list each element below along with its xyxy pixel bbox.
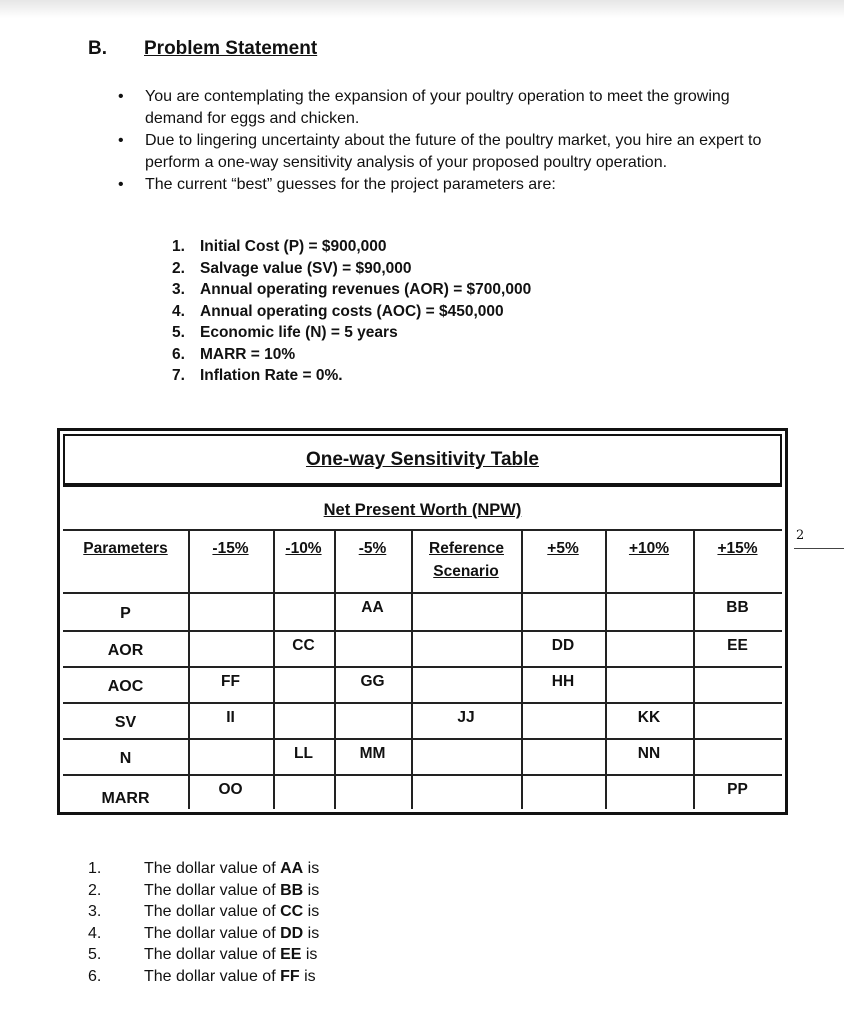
table-cell: OO (218, 781, 243, 798)
column-header: -5% (358, 540, 387, 557)
table-gridline (63, 529, 782, 531)
table-cell: DD (551, 637, 575, 654)
table-cell: II (226, 709, 235, 726)
table-gridline (693, 529, 695, 809)
sensitivity-table (57, 428, 788, 815)
problem-bullets (118, 86, 778, 197)
parameter-item: 6. MARR = 10% (172, 345, 296, 363)
table-gridline (521, 529, 523, 809)
table-cell: AA (361, 599, 384, 616)
column-header: +5% (547, 540, 579, 557)
top-shadow (0, 0, 844, 18)
table-gridline (334, 529, 336, 809)
table-row-label: MARR (101, 790, 150, 807)
parameter-item: 1. Initial Cost (P) = $900,000 (172, 238, 387, 255)
table-cell: BB (726, 599, 749, 616)
table-gridline (605, 529, 607, 809)
column-header: +15% (717, 540, 758, 557)
parameter-item: 7. Inflation Rate = 0%. (172, 367, 343, 384)
table-cell: CC (292, 637, 315, 654)
parameter-item: 3. Annual operating revenues (AOR) = $700,000 (172, 281, 532, 298)
table-subtitle: Net Present Worth (NPW) (323, 501, 522, 519)
question-item: 5. The dollar value of EE is (88, 946, 318, 963)
question-item: 4. The dollar value of DD is (88, 924, 320, 942)
table-row-label: SV (114, 714, 137, 731)
column-header: Parameters (83, 540, 168, 557)
table-cell: LL (294, 745, 313, 762)
table-cell: JJ (457, 709, 475, 726)
bullet-item: • The current “best” guesses for the project parameters are: (118, 174, 778, 196)
column-header: +10% (628, 540, 670, 557)
table-title-row (63, 434, 782, 485)
margin-note: 2 (796, 528, 805, 543)
table-cell: FF (221, 673, 240, 690)
question-item: 6. The dollar value of FF is (88, 967, 316, 985)
bullet-item: • Due to lingering uncertainty about the future of the poultry market, you hire an expert to perform a one-way sensitivity analysis of your proposed poultry operation. (118, 130, 778, 173)
table-row-label: P (120, 605, 131, 622)
table-gridline (273, 529, 275, 809)
table-gridline (63, 666, 782, 668)
table-grid (63, 487, 782, 809)
table-gridline (63, 738, 782, 740)
table-gridline (188, 529, 190, 809)
table-gridline (63, 592, 782, 594)
section-title: Problem Statement (144, 38, 318, 59)
table-row-label: N (119, 750, 132, 767)
question-list (88, 858, 319, 987)
table-cell: KK (637, 709, 661, 726)
table-cell: GG (360, 673, 385, 690)
parameter-item: 5. Economic life (N) = 5 years (172, 324, 398, 341)
question-item: 3. The dollar value of CC is (88, 903, 320, 920)
margin-rule (794, 548, 844, 549)
parameter-item: 4. Annual operating costs (AOC) = $450,000 (172, 302, 504, 320)
column-header: Reference Scenario (429, 540, 504, 580)
parameter-list (172, 236, 531, 387)
table-cell: HH (551, 673, 575, 690)
table-cell: EE (727, 637, 748, 654)
column-header: -10% (285, 540, 322, 557)
table-cell: MM (359, 745, 386, 762)
question-item: 2. The dollar value of BB is (88, 881, 320, 899)
section-letter: B. (88, 38, 107, 59)
table-cell: PP (727, 781, 748, 798)
section-heading (88, 38, 317, 60)
column-header: -15% (212, 540, 249, 557)
table-gridline (63, 774, 782, 776)
table-gridline (63, 702, 782, 704)
parameter-item: 2. Salvage value (SV) = $90,000 (172, 259, 412, 277)
table-row-label: AOR (107, 642, 144, 659)
bullet-item: • You are contemplating the expansion of your poultry operation to meet the growing demand for eggs and chicken. (118, 86, 778, 129)
question-item: 1. The dollar value of AA is (88, 860, 320, 877)
table-title: One-way Sensitivity Table (305, 449, 539, 470)
table-gridline (63, 630, 782, 632)
table-row-label: AOC (107, 678, 144, 695)
table-cell: NN (637, 745, 661, 762)
